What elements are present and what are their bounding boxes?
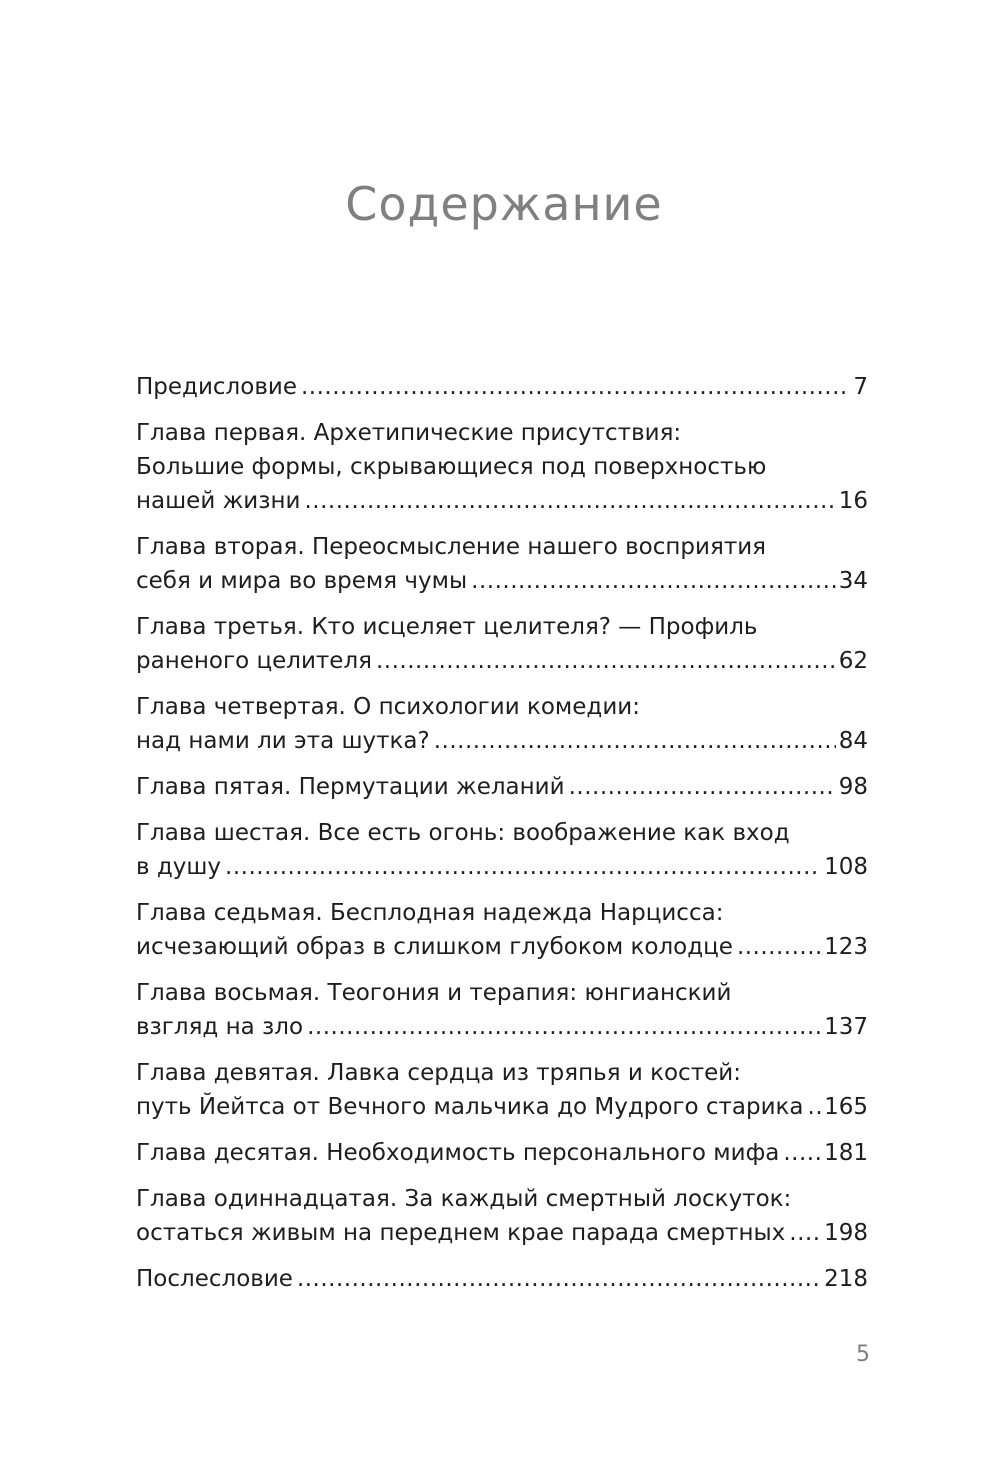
toc-entry-title: Послесловие xyxy=(136,1266,293,1292)
toc-entry-last-line xyxy=(136,850,868,884)
toc-entry-line: Глава девятая. Лавка сердца из тряпья и костей: xyxy=(136,1060,741,1086)
toc-entry-line: Большие формы, скрывающиеся под поверхностью xyxy=(136,454,767,480)
dot-leader xyxy=(434,724,836,758)
toc-entry-last-line xyxy=(136,370,868,404)
toc-page-number: 218 xyxy=(824,1266,868,1292)
toc-entry xyxy=(136,416,868,518)
dot-leader xyxy=(307,1010,821,1044)
dot-leader xyxy=(569,770,836,804)
toc-entry-last-line xyxy=(136,1010,868,1044)
toc-entry-last-line xyxy=(136,644,868,678)
toc-entry-line: Глава седьмая. Бесплодная надежда Нарцисса: xyxy=(136,900,724,926)
toc-entry xyxy=(136,770,868,804)
toc-entry-title: над нами ли эта шутка? xyxy=(136,728,430,754)
toc-entry-line: Глава вторая. Переосмысление нашего восприятия xyxy=(136,534,766,560)
toc-entry-title: остаться живым на переднем крае парада смертных xyxy=(136,1220,786,1246)
toc-page-number: 84 xyxy=(838,728,868,754)
toc-entry-line: Глава первая. Архетипические присутствия: xyxy=(136,420,682,446)
toc-entry xyxy=(136,1182,868,1250)
toc-entry xyxy=(136,370,868,404)
toc-page-number: 108 xyxy=(824,854,868,880)
toc-entry-title: Глава пятая. Пермутации желаний xyxy=(136,774,565,800)
toc-entry-title: Предисловие xyxy=(136,374,297,400)
table-of-contents xyxy=(136,370,868,1308)
toc-entry xyxy=(136,610,868,678)
toc-entry-last-line xyxy=(136,930,868,964)
dot-leader xyxy=(304,484,835,518)
toc-entry-line: Глава одиннадцатая. За каждый смертный лоскуток: xyxy=(136,1186,792,1212)
toc-entry-line: Глава восьмая. Теогония и терапия: юнгианский xyxy=(136,980,732,1006)
page-title: Содержание xyxy=(345,177,663,231)
toc-entry xyxy=(136,976,868,1044)
toc-entry-last-line xyxy=(136,564,868,598)
toc-entry-last-line xyxy=(136,724,868,758)
toc-entry xyxy=(136,1136,868,1170)
toc-entry-title: исчезающий образ в слишком глубоком колодце xyxy=(136,934,733,960)
toc-page-number: 16 xyxy=(838,488,868,514)
dot-leader xyxy=(225,850,821,884)
toc-page-number: 165 xyxy=(824,1094,868,1120)
toc-entry xyxy=(136,1056,868,1124)
toc-entry xyxy=(136,816,868,884)
toc-page-number: 7 xyxy=(853,374,868,400)
toc-entry-line: Глава третья. Кто исцеляет целителя? — Профиль xyxy=(136,614,758,640)
toc-entry-last-line xyxy=(136,770,868,804)
toc-entry-last-line xyxy=(136,1216,868,1250)
dot-leader xyxy=(471,564,836,598)
toc-entry-last-line xyxy=(136,1090,868,1124)
dot-leader xyxy=(789,1216,821,1250)
toc-entry-last-line xyxy=(136,1262,868,1296)
toc-entry-title: путь Йейтса от Вечного мальчика до Мудрого старика xyxy=(136,1094,804,1120)
dot-leader xyxy=(808,1090,822,1124)
toc-entry-title: себя и мира во время чумы xyxy=(136,568,468,594)
toc-entry-title: взгляд на зло xyxy=(136,1014,304,1040)
toc-entry xyxy=(136,690,868,758)
toc-entry xyxy=(136,1262,868,1296)
toc-entry-last-line xyxy=(136,484,868,518)
toc-entry-line: Глава шестая. Все есть огонь: воображение как вход xyxy=(136,820,790,846)
toc-entry-last-line xyxy=(136,1136,868,1170)
toc-page-number: 62 xyxy=(838,648,868,674)
dot-leader xyxy=(301,370,850,404)
toc-page-number: 137 xyxy=(824,1014,868,1040)
toc-page-number: 98 xyxy=(838,774,868,800)
toc-page-number: 198 xyxy=(824,1220,868,1246)
toc-page-number: 181 xyxy=(824,1140,868,1166)
toc-entry-title: в душу xyxy=(136,854,222,880)
dot-leader xyxy=(297,1262,821,1296)
dot-leader xyxy=(783,1136,821,1170)
toc-entry xyxy=(136,530,868,598)
page-number: 5 xyxy=(856,1342,870,1367)
toc-page-number: 123 xyxy=(824,934,868,960)
toc-entry-line: Глава четвертая. О психологии комедии: xyxy=(136,694,640,720)
toc-entry-title: нашей жизни xyxy=(136,488,301,514)
toc-entry-title: Глава десятая. Необходимость персонального мифа xyxy=(136,1140,780,1166)
toc-page-number: 34 xyxy=(838,568,868,594)
toc-entry-title: раненого целителя xyxy=(136,648,372,674)
dot-leader xyxy=(376,644,836,678)
dot-leader xyxy=(737,930,821,964)
toc-entry xyxy=(136,896,868,964)
